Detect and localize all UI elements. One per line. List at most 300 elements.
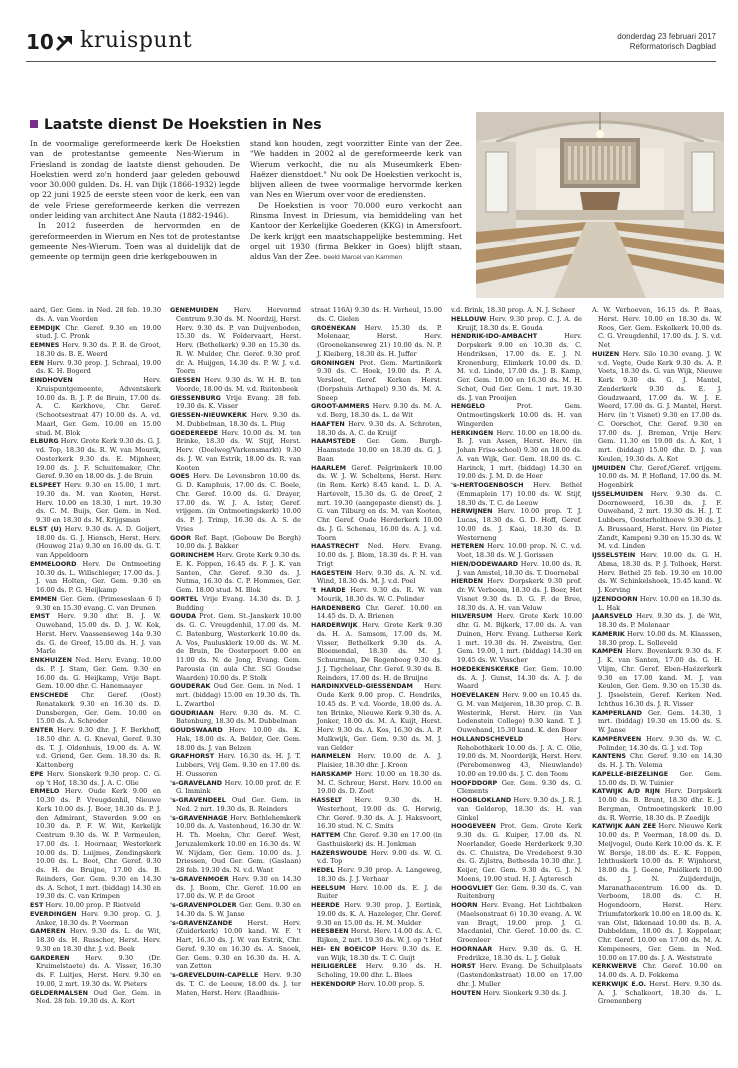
place-name: HEERDE bbox=[311, 901, 340, 909]
service-details: Herv. 9.30 ds. T. C. de Leeuw, 18.00 ds. J. ter Maten, Herst. Herv. (Raadhuis- bbox=[176, 971, 301, 997]
service-details: Herv. Nieuwe Kerk 10.00 ds. P. Veerman, 18.00 ds. D. Meijvogel, Oude Kerk 10.00 ds. K. F. W. Borsje, 18.00 ds. E. K. Foppen, Ichthuskerk 10.00 ds. F. Wijnhorst, 18.00 ds. J. Geene, Pniëlkerk 10.00 ds. J. N. Zuijderduijn, Maranathacentrum 16.00 ds. D. Verboom, 18.00 ds. C. H. Hogendoorn, Herst. Herv. Triumfatorkerk 10.00 en 18.00 ds. K. van Olst, Ikkenaad 10.00 ds. B. A. Dubbeldam, 18.00 ds. J. Koppelaar, Chr. Geref. 10.00 en 17.00 ds. M. A. Kempeneers, Ger. Gem. in Ned. 10.00 en 17.00 ds. J. A. Weststrate bbox=[598, 822, 722, 962]
service-entry bbox=[451, 691, 582, 735]
service-details: Herv. 16.30 ds. H. J. T. Lubbers, Vrij Gem. 9.30 en 17.00 ds. H. Oussoren bbox=[176, 752, 301, 778]
service-entry bbox=[30, 954, 161, 989]
header-rule bbox=[26, 61, 716, 62]
service-entry bbox=[170, 796, 301, 814]
service-details: Herst. Herv. 14.00 ds. A. C. Rijken, 2 mrt. 19.30 ds. W. J. op 't Hof bbox=[317, 927, 442, 944]
photo-credit: beeld Marcel van Kammen bbox=[323, 254, 403, 262]
place-name: HOOGVLIET bbox=[451, 883, 493, 892]
service-entry bbox=[311, 770, 442, 796]
service-details: Herv. 10.00 ds. M. ten Brinke, 18.30 ds. W. Stijf, Herst. Herv. (Doelweg/Varkensmarkt) 9.30 ds. J. W. van Estrik, 18.00 ds. R. van Kooten bbox=[176, 428, 301, 472]
service-entry bbox=[170, 971, 301, 997]
service-details: Herv. 9.30 ds. M. C. Batenburg, 18.30 ds. M. Dubbelman bbox=[176, 708, 301, 726]
place-name: GELDERMALSEN bbox=[30, 988, 88, 997]
service-entry bbox=[30, 656, 161, 691]
service-entry bbox=[30, 770, 161, 788]
place-name: HILVERSUM bbox=[451, 612, 493, 621]
place-name: EMMELOORD bbox=[30, 559, 77, 568]
place-name: 's-GRAVENZANDE bbox=[170, 918, 233, 927]
place-name: EEMDIJK bbox=[30, 323, 61, 332]
service-entry bbox=[311, 945, 442, 963]
service-entry bbox=[592, 735, 722, 753]
service-details: Herv. 9.30 ds. L. de Wit, 18.30 ds. H. Russcher, Herst. Herv. 9.30 en 18.30 dhr. J. v.d. Beek bbox=[36, 927, 161, 953]
service-details: A. W. Verhoeven, 16.15 ds. P. Baas, Herst. Herv. 10.00 en 18.30 ds. W. Roos, Ger. Gem. Eskolkerk 10.00 ds. C. G. Vreugdenhil, 17.00 ds. J. S. v.d. Net bbox=[592, 306, 722, 349]
service-details: Herv. 9.30 ds. G. H. Fredrikze, 18.30 ds. L. J. Geluk bbox=[457, 944, 582, 962]
place-name: ELST (U) bbox=[30, 524, 62, 533]
place-name: EEN bbox=[30, 358, 45, 367]
place-name: HAAFTEN bbox=[311, 419, 345, 428]
service-details: Herv. Evang. De Schuilplaats (Gastendonkstraat) 10.00 en 17.00 dhr. J. Muller bbox=[457, 962, 582, 988]
service-entry bbox=[592, 612, 722, 630]
service-details: Herv. 9.30 ds. R. W. van Mourik, 18.30 ds. W. C. Polinder bbox=[317, 586, 442, 603]
service-entry bbox=[451, 306, 582, 315]
service-entry bbox=[451, 577, 582, 612]
service-details: Herv. 9.30 ds. A. D. Goijert, 18.00 ds. G. J. Hiensch, Herst. Herv. (Houweg 21a) 9.30 en 16.00 ds. G. T. van Appeldoorn bbox=[36, 524, 161, 559]
service-details: Ger. Gem. 9.30 ds. C. van Ruitenburg bbox=[457, 883, 582, 901]
service-details: Herv. 9.30 dhr. B. J. W. Ouwehand, 15.00 ds. D. J. W. Kok, Herst. Herv. Vaassenseweg 14a 9.30 ds. G. de Greef, 15.00 ds. H. J. van Marle bbox=[36, 612, 161, 656]
service-details: Ger. Gem. 9.30 ds. G. Clements bbox=[457, 778, 582, 796]
service-details: Herst. Herv. 9.30 ds. A. J. Schalkoort, 18.30 ds. L. Groenenberg bbox=[598, 979, 722, 1006]
service-details: Herst. Herv. (Zuiderkerk) 10.00 kand. W. F. 't Hart, 16.30 ds. J. W. van Estrik, Chr. Geref. 9.30 en 16.30 ds. A. Snoek, Ger. Gem. 9.30 en 16.30 ds. H. A. van Zetten bbox=[176, 918, 301, 971]
service-details: Herv. 9.30 (Dr. Kruimelstaete) ds. A. Visser, 16.30 ds. F. Luitjes, Herst. Herv. 9.30 en 19.00, 2 mrt. 19.30 ds. W. Pieters bbox=[36, 953, 161, 988]
service-entry bbox=[592, 630, 722, 648]
service-entry bbox=[30, 306, 161, 324]
service-entry bbox=[592, 962, 722, 980]
service-entry bbox=[311, 437, 442, 463]
service-entry bbox=[592, 490, 722, 551]
service-entry bbox=[170, 875, 301, 901]
place-name: HEKENDORP bbox=[311, 979, 356, 988]
service-details: Herv. 9.30 ds. H. Westerhout, 19.00 ds. G. Herwig, Chr. Geref. 9.30 ds. A. J. Haksvoort, 16.30 stud. N. C. Smits bbox=[317, 796, 442, 831]
service-details: Herv. 9.30 ds. M. A. v.d. Berg, 18.30 ds. L. de Wit bbox=[317, 402, 442, 419]
service-entry bbox=[592, 980, 722, 1006]
service-entry bbox=[311, 901, 442, 927]
place-name: 's-GRAVENHAGE bbox=[170, 813, 228, 822]
place-name: GORTEL bbox=[170, 594, 199, 603]
service-details: Herv. 9.30 ds. H. Scholing, 19.00 dhr. L. Blees bbox=[317, 962, 442, 979]
service-entry bbox=[311, 420, 442, 438]
service-entry bbox=[30, 359, 161, 377]
place-name: HOORNAAR bbox=[451, 944, 493, 953]
service-entry bbox=[170, 376, 301, 394]
headline-text: Laatste dienst De Hoekstien in Nes bbox=[44, 117, 322, 133]
service-details: Herv. 10.00 ds. G. H. Abma, 18.30 ds. P. J. Tolhoek, Herst. Herv. Bethel 25 feb. 19.30 en 10.00 ds. W. Schinkelshoek, 15.45 kand. W. J. Korving bbox=[598, 551, 722, 594]
service-details: Herv. Grote Kerk 10.00 dhr. G. M. Bijkerk, 17.00 ds. A. van Duinen, Herv. Evang. Lutherse Kerk 1 mrt. 19.30 ds. H. Zweistra, Ger. Gem. 19.00, 1 mrt. (biddag) 14.30 en 19.45 ds. W. Visscher bbox=[457, 612, 582, 664]
place-name: 't HARDE bbox=[311, 586, 346, 594]
place-name: HERKINGEN bbox=[451, 428, 494, 437]
place-name: GRONINGEN bbox=[311, 358, 355, 367]
service-entry bbox=[311, 849, 442, 867]
service-details: straat 116A) 9.30 ds. H. Verheul, 15.00 ds. C. Gielen bbox=[311, 306, 442, 323]
service-entry bbox=[30, 324, 161, 342]
place-name: HOOGEVEEN bbox=[451, 822, 496, 831]
service-details: Ger. Gem. 15.00 ds. D. W. Tuinier bbox=[598, 769, 722, 787]
service-entry bbox=[170, 814, 301, 875]
place-name: EPE bbox=[30, 769, 44, 778]
service-entry bbox=[170, 682, 301, 708]
service-details: Oud Ger. Gem. in Ned. 1 mrt. (biddag) 15.00 en 19.30 ds. Th. L. Zwartbol bbox=[176, 682, 301, 708]
service-entry bbox=[170, 394, 301, 412]
church-service-column-2 bbox=[170, 306, 301, 1056]
service-entry bbox=[30, 525, 161, 560]
place-name: EMMEN bbox=[30, 594, 57, 603]
place-name: GOUDERAK bbox=[170, 682, 211, 691]
place-name: ELSPEET bbox=[30, 481, 61, 489]
service-entry bbox=[311, 884, 442, 902]
service-details: Herv. 9.30 ds. J. R. J. van Gelderop, 18.30 ds. H. van Ginkel bbox=[457, 796, 582, 822]
service-entry bbox=[170, 534, 301, 552]
place-name: HARDENBERG bbox=[311, 603, 361, 612]
place-name: IJZENDOORN bbox=[592, 594, 638, 603]
service-details: Herv. Dorpskerk 9.00 en 10.30 ds. C. Hendriksen, 17.00 ds. E. J. N. Kronenburg, Elimkerk 10.00 ds. D. M. v.d. Linde, 17.00 ds. J. B. Kamp, Ger. Gem. 10.00 en 16.30 ds. M. H. Schot, Oud Ger. Gem. 1 mrt. 19.30 ds. J. van Prooijen bbox=[457, 332, 582, 402]
service-entry bbox=[592, 350, 722, 464]
service-entry bbox=[451, 507, 582, 542]
service-entry bbox=[30, 376, 161, 437]
service-entry bbox=[592, 306, 722, 350]
service-details: aard, Ger. Gem. in Ned. 28 feb. 19.30 ds. A. van Voorden bbox=[30, 306, 161, 323]
service-entry bbox=[30, 612, 161, 656]
service-entry bbox=[30, 481, 161, 525]
article-headline bbox=[30, 117, 322, 133]
place-name: 's-HERTOGENBOSCH bbox=[451, 481, 524, 489]
place-name: ERMELO bbox=[30, 787, 60, 796]
place-name: HEESBEEN bbox=[311, 927, 349, 936]
service-entry bbox=[170, 709, 301, 727]
service-entry bbox=[311, 866, 442, 884]
service-details: Herv. 10.00 ds. M. Klaassen, 18.30 prop. L. Solleveld bbox=[598, 629, 722, 647]
service-entry bbox=[451, 779, 582, 797]
service-details: Herv. 9.30 ds. W. H. B. ten Voorde, 18.00 ds. M. v.d. Ruitenbeek bbox=[176, 376, 301, 393]
page-number: 10 bbox=[26, 30, 54, 54]
place-name: HAAMSTEDE bbox=[311, 437, 356, 446]
service-details: Herv. Silo 10.30 evang. J. W. v.d. Vegte, Oude Kerk 9.30 ds. A. P. Voets, 18.30 ds. G. van Wijk, Nieuwe Kerk 9.30 ds. G. J. Mantel, Zenderkerk 9.30 ds. E. J. Goudzwaard, 17.00 ds. W. J. E. Weerd, 17.00 ds. G. J. Mantel, Herst. Herv. (in 't Visnet) 9.30 en 17.00 ds. C. Oorschot, Chr. Geref. 9.30 en 17.00 ds. J. Breman, Vrije Herv. Gem. 11.30 en 19.00 ds. A. Kot, 1 mrt. (biddag) 15.00 dhr. D. J. van Keulen, 19.30 ds. A. Kot bbox=[598, 349, 722, 463]
service-entry bbox=[451, 402, 582, 428]
service-entry bbox=[592, 647, 722, 708]
place-name: EMST bbox=[30, 612, 50, 621]
service-entry bbox=[311, 306, 442, 324]
service-entry bbox=[592, 770, 722, 788]
place-name: HUIZEN bbox=[592, 349, 620, 358]
place-name: HIEN/DODEWAARD bbox=[451, 559, 519, 568]
place-name: HOEDEKENSKERKE bbox=[451, 664, 519, 673]
article-paragraph-3: De Hoekstien is voor 70.000 euro verkocht aan Rinsma Invest in Driesum, via bemiddeling van het Kantoor der Kerkelijke Goederen (KKG) in Amersfoort. De kerk krijgt een maatschappelijke bestemming. Het orgel uit 1930 (firma Bekker in Goes) blijft staan, aldus Van der Zee. bbox=[250, 200, 462, 262]
service-details: Ger. Gem. Burgh-Haamstede 10.00 en 18.30 ds. G. J. Baan bbox=[317, 437, 442, 463]
service-entry bbox=[451, 332, 582, 402]
service-details: Ned. Herv. Evang. 10.00 ds. J. Blom, 18.30 ds. P. H. van Trigt bbox=[317, 542, 442, 568]
service-details: v.d. Brink, 18.30 prop. A. N. J. Scheer bbox=[451, 306, 576, 314]
service-details: Chr. Geref. 10.00 en 14.00 ds. A. D. Fokkema bbox=[598, 962, 722, 979]
service-entry bbox=[311, 796, 442, 831]
service-entry bbox=[451, 560, 582, 578]
service-entry bbox=[311, 621, 442, 682]
service-details: Herv. 9.30 ds. W. C. Polinder, 14.30 ds. G. J. v.d. Top bbox=[598, 734, 722, 752]
newspaper-name: Reformatorisch Dagblad bbox=[629, 42, 716, 51]
place-name: GROENEKAN bbox=[311, 323, 356, 332]
service-entry bbox=[451, 884, 582, 902]
section-title: kruispunt bbox=[80, 28, 193, 53]
service-details: Chr. Geref. (Oost) Renatakerk 9.30 en 16.30 ds. D. Dunsbergen, Ger. Gem. 10.00 en 15.00 ds. A. Schroder bbox=[36, 691, 161, 726]
issue-date: donderdag 23 februari 2017 bbox=[617, 32, 716, 41]
service-details: Herv. 10.00 en 18.00 ds. B. J. van Assen, Herst. Herv. (in Johan Friso-school) 9.30 en 18.00 ds. A. van Wijk, Ger. Gem. 18.00 ds. C. Harinck, 1 mrt. (biddag) 14.30 en 19.00 ds. J. M. D. de Heer bbox=[457, 428, 582, 481]
service-details: Herv. 9.30 ds. C. Doorneweerd, 16.30 ds. J. F. Ouwehand, 2 mrt. 19.30 ds. H. J. T. Lubbers, Oosterholthoeve 9.30 ds. J. A. Brussaard, Herst. Herv. (in Pieter Zandt, Kampen) 9.30 en 15.30 ds. W. M. v.d. Linden bbox=[598, 489, 722, 551]
article-paragraph-2-start: In 2012 fuseerden de hervormden en de gereformeerden in Wierum en Nes tot de protestantse gemeente Nes-Wierum. Toen was al duidelijk dat de gemeente op termijn geen drie kerkgebouwen in bbox=[30, 221, 240, 262]
service-entry bbox=[30, 989, 161, 1007]
service-entry bbox=[592, 709, 722, 735]
service-details: Vrije Evang. 14.30 ds. D. J. Budding bbox=[176, 594, 301, 612]
service-details: Herv. Dorpskerk 9.30 prof. dr. W. Verboom, 18.30 ds. J. Boer, Het Visnet 9.30 ds. D. G. F. de Bree, 18.30 ds. A. H. van Veluw bbox=[457, 577, 582, 612]
place-name: GENEMUIDEN bbox=[170, 306, 219, 314]
place-name: HARDERWIJK bbox=[311, 621, 358, 629]
service-entry bbox=[170, 595, 301, 613]
service-entry bbox=[451, 542, 582, 560]
service-details: Herv. 9.30 ds. M. Dubbelman, 18.30 ds. L. Plug bbox=[176, 411, 301, 428]
service-entry bbox=[170, 919, 301, 972]
service-details: Ger. Gem. 14.30, 1 mrt. (biddag) 19.30 en 15.00 ds. S. W. Janse bbox=[598, 708, 722, 734]
church-service-column-4 bbox=[451, 306, 582, 1056]
service-details: Ger. Gem. (Primeseslaan 6 I) 9.30 en 15.30 evang. C. van Drunen bbox=[36, 594, 161, 612]
place-name: HIERDEN bbox=[451, 577, 484, 586]
service-details: Herv. Hervormd Centrum 9.30 ds. M. Noordzij, Herst. Herv. 9.30 ds. P. van Duijvenboden, 15.30 ds. W. Foldervaart, Herst. Herv. (Bethelkerk) 9.30 en 15.30 ds. R. W. Mulder, Chr. Geref. 9.30 prof. dr. A. Huijgen, 14.30 ds. P. W. J. v.d. Toorn bbox=[176, 306, 301, 376]
service-entry bbox=[170, 901, 301, 919]
service-entry bbox=[170, 726, 301, 752]
service-details: Prot. Gem. Grote Kerk 9.30 ds. G. Kuiper, 17.00 ds. N. Noorlander, Goede Herderkerk 9.30 ds. C. Chuistra, De Vredehorst 9.30 ds. G. Zijlstra, Bethesda 10.30 dhr. J. Keijer, Ger. Gem. 9.30 ds. G. J. N. Moens, 19.00 stud. H. J. Agteresch bbox=[457, 822, 582, 883]
service-entry bbox=[451, 665, 582, 691]
service-entry bbox=[592, 551, 722, 595]
service-details: Chr. Geref. 9.30 en 17.00 (in Gasthuiskerk) ds. H. Jonkman bbox=[317, 831, 442, 848]
place-name: HOORN bbox=[451, 901, 478, 909]
service-details: Ger. Gem. 10.00 ds. A. J. Gunst, 14.30 ds. A. J. de Waard bbox=[457, 664, 582, 691]
service-details: Herv. 10.00 prop. N. C. v.d. Voet, 18.30 ds. W. J. Gorissen bbox=[457, 542, 582, 559]
article-column-1 bbox=[30, 139, 240, 263]
place-name: HASSELT bbox=[311, 796, 342, 804]
place-name: HEELSUM bbox=[311, 883, 346, 892]
service-details: Herv. Bovenkerk 9.30 ds. F. J. K. van Santen, 17.00 ds. G. H. Vlijm, Chr. Geref. Eben-Haëzerkerk 9.30 en 17.00 kand. M. J. van Keulen, Ger. Gem. 9.30 en 15.30 ds. J. IJsselstein, Geref. Kerken Ned. Ichthus 16.30 ds. J. R. Visser bbox=[598, 647, 722, 708]
service-details: Ref. Bapt. (Gebouw De Borgh) 10.00 ds. J. Bakker bbox=[176, 533, 301, 551]
place-name: 's-GRAVELAND bbox=[170, 778, 223, 787]
place-name: GIESSEN-NIEUWKERK bbox=[170, 411, 247, 419]
service-entry bbox=[30, 726, 161, 770]
place-name: HOOGBLOKLAND bbox=[451, 796, 512, 804]
service-entry bbox=[170, 472, 301, 533]
service-details: Herv. 10.00 prop. T. J. Lucas, 18.30 ds. G. D. Hoff, Geref. 10.00 ds. J. Kaai, 18.30 ds. D. Westerneng bbox=[457, 507, 582, 542]
service-details: Ned. Herv. Evang. 10.00 ds. P. J. Stam, Ger. Gem. 9.30 en 16.00 ds. G. Heijkamp, Vrije Bapt. Gem. 10.00 dhr. C. Hanemaayer bbox=[36, 656, 161, 691]
place-name: HARSKAMP bbox=[311, 769, 352, 778]
place-name: ENSCHEDE bbox=[30, 691, 69, 699]
service-entry bbox=[170, 429, 301, 473]
service-entry bbox=[30, 560, 161, 595]
place-name: KERKWERVE bbox=[592, 962, 637, 971]
place-name: GAMEREN bbox=[30, 927, 66, 936]
place-name: EEMNES bbox=[30, 341, 60, 349]
service-entry bbox=[451, 796, 582, 822]
service-details: Herv. 10.00 en 18.30 ds. M. C. Schreur, Herst. Herv. 10.00 en 19.00 ds. D. Zoet bbox=[317, 769, 442, 796]
service-details: Herv. 10.00 prof. dr. F. G. Immink bbox=[176, 778, 301, 796]
service-details: Herv. De Levensbron 10.00 ds. G. D. Kamphuis, 17.00 ds. C. Boele, Chr. Geref. 10.00 ds. G. Drayer, 17.00 ds. W. J. A. Ister, Geref. vrijgem. (in Ontmoetingskerk) 10.00 ds. P. J. Trimp, 16.30 ds. A. S. de Vries bbox=[176, 472, 301, 533]
service-details: Chr. Geref./Geref. vrijgem. 10.00 ds. M. P. Hofland, 17.00 ds. M. Hogenbirk bbox=[598, 463, 722, 489]
article-paragraph bbox=[250, 201, 462, 264]
service-details: Chr. Geref. 9.30 en 14.30 ds. H. J. Th. Velema bbox=[598, 752, 722, 769]
place-name: IJSSELSTEIN bbox=[592, 551, 636, 559]
place-name: GOUDRIAAN bbox=[170, 708, 214, 717]
place-name: 's-GREVELDUIN-CAPELLE bbox=[170, 971, 259, 979]
service-entry bbox=[451, 481, 582, 507]
service-entry bbox=[30, 691, 161, 726]
place-name: GROOT-AMMERS bbox=[311, 402, 370, 411]
church-service-column-5 bbox=[592, 306, 722, 1056]
service-details: Geref. Pelgrimkerk 10.00 ds. W. J. W. Scheltens, Herst. Herv. (in Rem. Kerk) 8.45 kand. L. D. A. Hartevelt, 15.30 ds. G. de Greef, 2 mrt. 19.30 (aangepaste dienst) ds. J. G. van Tilburg en ds. M. van Kooten, Chr. Geref. Oude Herderkerk 10.00 ds. J. G. Schenau, 16.00 ds. A. J. v.d. Toorn bbox=[317, 463, 442, 542]
place-name: KATWIJK A/D RIJN bbox=[592, 787, 660, 796]
service-entry bbox=[30, 787, 161, 901]
service-entry bbox=[311, 359, 442, 403]
service-details: Herv. 15.30 ds. P. Molenaar, Herst. Herv. (Groenekanseweg 21) 10.00 ds. N. P. J. Kleiberg, 18.30 ds. H. Juffer bbox=[317, 323, 442, 358]
service-entry bbox=[592, 822, 722, 962]
service-entry bbox=[170, 551, 301, 595]
service-details: Herv. Evang. Het Lichtbaken (Maelsonstraat 6) 10.30 evang. A. W. van Bragt, 19.00 prop. J. G. Macdaniel, Chr. Geref. 10.00 ds. C. Groenleer bbox=[457, 901, 582, 944]
place-name: EST bbox=[30, 901, 44, 909]
place-name: KAMPERLAND bbox=[592, 708, 642, 717]
service-details: Herv. 10.00 prop. S. bbox=[357, 979, 425, 988]
place-name: HEDEL bbox=[311, 866, 335, 874]
service-entry bbox=[311, 927, 442, 945]
service-details: Herv. 10.00 ds. K. Hak, 18.00 ds. A. Belder, Ger. Gem. 18.00 ds. J. van Belzen bbox=[176, 726, 301, 752]
service-entry bbox=[311, 402, 442, 420]
service-entry bbox=[170, 411, 301, 429]
service-details: Herv. Sionskerk 9.30 prop. C. G. op 't Hof, 18.30 ds. J. A. C. Olie bbox=[36, 769, 161, 787]
service-entry bbox=[592, 787, 722, 822]
service-details: Prot. Gem. Martinikerk 9.30 ds. C. Hoek, 19.00 ds. P. A. Versloot, Geref. Kerken Herst. (Dorpshuis Arthapel) 9.30 ds. M. A. Sneep bbox=[317, 358, 442, 402]
place-name: HATTEM bbox=[311, 831, 341, 839]
service-details: Herv. 10.00 ds. E. J. de Ruiter bbox=[317, 883, 442, 901]
place-name: HAZERSWOUDE bbox=[311, 848, 368, 857]
service-entry bbox=[311, 586, 442, 604]
church-interior-photo bbox=[476, 112, 724, 298]
place-name: HENDRIK-IDO-AMBACHT bbox=[451, 332, 538, 341]
service-entry bbox=[170, 752, 301, 778]
service-details: Herv. 9.30 prop. A. Langeweg, 18.30 ds. J. J. Verhaar bbox=[317, 866, 442, 883]
service-details: Oud Ger. Gem. in Ned. 2 mrt. 19.30 ds. B. Reinders bbox=[176, 796, 301, 813]
service-details: Herv. 10.00 en 18.30 ds. L. Hak bbox=[598, 594, 722, 612]
place-name: 's-GRAVENDEEL bbox=[170, 796, 226, 804]
place-name: HARDINXVELD-GIESSENDAM bbox=[311, 682, 413, 691]
place-name: KATWIJK AAN ZEE bbox=[592, 822, 657, 831]
service-entry bbox=[311, 682, 442, 752]
service-details: Herv. 9.30 ds. P. B. de Groot, 18.30 ds. B. E. Weerd bbox=[36, 341, 161, 358]
church-service-column-3 bbox=[311, 306, 442, 1056]
service-details: Herv. De Ontmoeting 10.30 ds. L. Willschleger, 17.00 ds. J. J. van Holten, Ger. Gem. 9.30 en 16.00 ds. P. G. Heijkamp bbox=[36, 559, 161, 594]
service-details: Herv. Grote Kerk 9.30 ds. G. J. vd. Top, 18.30 ds. R. W. van Mourik, Oosterkerk 9.30 ds. E. Mijnheer, 19.00 ds. J. F. Schuitemaker, Chr. Geref. 9.30 en 18.00 ds. J. de Bruin bbox=[36, 437, 161, 481]
service-entry bbox=[30, 437, 161, 481]
service-details: Chr. Geref. 9.30 en 19.00 stud. J. C. Pronk bbox=[36, 323, 161, 341]
service-details: Herv. Sionkerk 9.30 ds. J. bbox=[483, 988, 568, 997]
service-entry bbox=[170, 779, 301, 797]
place-name: IJSSELMUIDEN bbox=[592, 489, 644, 498]
place-name: HOLLANDSCHEVELD bbox=[451, 734, 524, 743]
service-entry bbox=[592, 752, 722, 770]
place-name: GOUDSWAARD bbox=[170, 726, 223, 734]
service-details: Herv. 9.30 ds. A. Schroten, 18.30 ds. A. C. de Kruijf bbox=[317, 419, 442, 437]
place-name: HAARLEM bbox=[311, 463, 346, 472]
place-name: HOEVELAKEN bbox=[451, 691, 500, 699]
service-entry bbox=[451, 315, 582, 333]
place-name: HERWIJNEN bbox=[451, 507, 493, 516]
service-details: Herv. 9.30 prop. J. Schraal, 19.00 ds. K. H. Bogerd bbox=[36, 358, 161, 376]
place-name: HELLOUW bbox=[451, 314, 487, 323]
service-entry bbox=[451, 945, 582, 963]
service-entry bbox=[311, 980, 442, 989]
service-details: Herv. Bethlehemkerk 10.00 ds. A. Vastenhoud, 16.30 dr. W. H. Th. Moehn, Chr. Geref. West, Jeruzalemkerk 10.00 en 16.30 ds. W. W. Nijdam, Ger. Gem. 10.00 ds. J. Driessen, Oud Ger. Gem. (Gaslaan) 28 feb. 19.30 ds. N. v.d. Want bbox=[176, 813, 301, 874]
service-entry bbox=[170, 612, 301, 682]
service-details: Oud Ger. Gem. in Ned. 28 feb. 19.30 ds. A. Kort bbox=[36, 988, 161, 1006]
service-entry bbox=[592, 464, 722, 490]
place-name: GOUDA bbox=[170, 612, 197, 621]
service-details: Herv. 10.00 ds. R. J. van Amstel, 18.30 ds. T. Doornebal bbox=[457, 559, 582, 577]
place-name: HAASTRECHT bbox=[311, 542, 359, 551]
place-name: ENKHUIZEN bbox=[30, 656, 72, 664]
place-name: GARDEREN bbox=[30, 953, 70, 962]
service-entry bbox=[451, 735, 582, 779]
service-details: Herv. 9.30 en 15.00, 1 mrt. 19.30 ds. M. van Kooten, Herst. Herv. 10.00 en 18.30, 1 mrt. 19.30 ds. C. M. Buijs, Ger. Gem. in Ned. 9.30 en 18.30 ds. M. Krijgsman bbox=[36, 481, 161, 524]
place-name: GRAFHORST bbox=[170, 752, 215, 761]
service-entry bbox=[451, 989, 582, 998]
place-name: GIESSENBURG bbox=[170, 393, 221, 402]
service-details: Herv. Grote Kerk 9.30 ds. E. K. Foppen, 16.45 ds. F. J. K. van Santen, Chr. Geref. 9.30 ds. J. Nutma, 16.30 ds. C. P. Hommes, Ger. Gem. 18.00 stud. M. Blok bbox=[176, 551, 301, 594]
place-name: EINDHOVEN bbox=[30, 376, 73, 384]
service-entry bbox=[592, 595, 722, 613]
service-entry bbox=[30, 901, 161, 910]
service-entry bbox=[311, 604, 442, 622]
article-paragraph-2-end: stand kon houden, zegt voorzitter Einte van der Zee. "We hadden in 2002 al de gereformeerde kerk van Wierum verkocht, die nu als Museumkerk Eben-Haëzer dienstdoet." Nu ook De Hoekstien verkocht is, blijven alleen de twee voormalige hervormde kerken van Nes en Wierum over voor de erediensten. bbox=[250, 139, 462, 200]
place-name: HOOFDDORP bbox=[451, 778, 498, 787]
service-details: Herv. Grote Kerk 9.30 ds. H. A. Samsom, 17.00 ds. M. Visser, Bethelkerk 9.30 ds. A. Bloemendal, 18.30 ds. M. J. Schuurman, De Regenboog 9.30 ds. J. J. Tigchelaar, Chr. Geref. 9.30 ds. B. Reinders, 17.00 ds. H. de Bruijne bbox=[317, 621, 442, 682]
service-entry bbox=[311, 464, 442, 543]
place-name: KAMERIK bbox=[592, 629, 625, 638]
service-details: Prot. Gem. St.-Janskerk 10.00 ds. G. C. Vreugdenhil, 17.00 ds. M. C. Batenburg, Westerkerk 10.00 ds. A. Vos, Paulusklerk 19.00 ds. W. M. de Bruin, De Oosterpoort 9.00 en 11.00 ds. N. de Jong, Evang. Gem. Parousia (in aula Chr. SG Goudse Waarden) 10.00 ds. P. Stolk bbox=[176, 612, 301, 682]
place-name: KAPELLE-BIEZELINGE bbox=[592, 769, 669, 778]
service-entry bbox=[311, 542, 442, 568]
service-details: Herv. 9.30 ds. J. de Wit, 18.30 ds. P. Molenaar bbox=[598, 612, 722, 629]
service-details: Prot. Gem. Ontmoetingskerk 10.00 ds. H. van Wingerden bbox=[457, 402, 582, 428]
place-name: HENGELO bbox=[451, 402, 485, 411]
service-details: Herv. Kruispuntgemeente, Adventskerk 10.00 ds. B. J. P. de Bruin, 17.00 ds. A. C. Kerkhove, Chr. Geref. (Schootsestraat 47) 10.00 ds. A. vd. Maarl, Ger. Gem. 10.00 en 15.00 stud. M. Blok bbox=[36, 376, 161, 437]
service-entry bbox=[30, 595, 161, 613]
service-details: Ger. Gem. 9.30 en 14.30 ds. S. W. Janse bbox=[176, 901, 301, 918]
service-entry bbox=[311, 831, 442, 849]
place-name: HAGESTEIN bbox=[311, 568, 352, 577]
place-name: HEILIGERLEE bbox=[311, 962, 357, 971]
article-column-2 bbox=[250, 139, 462, 264]
place-name: HETEREN bbox=[451, 542, 485, 551]
service-details: Herv. 9.30 prop. C. J. A. de Kruijf, 18.30 ds. E. Gouda bbox=[457, 314, 582, 332]
service-details: Vrije Evang. 28 feb. 19.30 ds. K. Visser bbox=[176, 393, 301, 411]
place-name: KAMPEN bbox=[592, 647, 623, 656]
place-name: HOUTEN bbox=[451, 988, 482, 997]
service-details: Herv. Oude Kerk 9.00 prop. C. Hendriks, 10.45 ds. P. v.d. Voorde, 18.00 ds. A. ten Brinke, Nieuwe Kerk 9.30 ds. A. Jonker, 18.00 ds. M. A. Kuijt, Herst. Herv. 9.30 ds. A. Kos, 16.30 ds. A. P. Mulkwijk, Ger. Gem. 9.30 ds. M. J. van Gelder bbox=[317, 682, 442, 752]
place-name: HORST bbox=[451, 962, 476, 971]
service-entry bbox=[30, 910, 161, 928]
service-entry bbox=[30, 927, 161, 953]
place-name: IJMUIDEN bbox=[592, 463, 626, 472]
service-details: Herv. 9.30 en 14.30 ds. J. Boom, Chr. Geref. 10.00 en 17.00 ds. W. P. de Groot bbox=[176, 874, 301, 901]
church-service-column-1 bbox=[30, 306, 161, 1056]
service-entry bbox=[451, 612, 582, 665]
service-entry bbox=[311, 324, 442, 359]
service-details: Herv. 9.30 ds. A. N. v.d. Wind, 18.30 ds. M. J. v.d. Poel bbox=[317, 568, 442, 586]
article-paragraph: In de voormalige gereformeerde kerk De Hoekstien van de protestantse gemeente Nes-Wierum in Friesland is zondag de laatste dienst gehouden. De Hoekstien werd zo'n honderd jaar geleden gebouwd voor 30.000 gulden. Ds. H. van Dijk (1866-1932) legde op 22 juni 1925 de eerste steen voor de kerk, een van de vele Friese gereformeerde kerken die verrezen onder leiding van architect Ane Nauta (1882-1946). bbox=[30, 139, 240, 221]
service-entry bbox=[451, 429, 582, 482]
place-name: EVERDINGEN bbox=[30, 909, 77, 918]
place-name: 's-GRAVENMOER bbox=[170, 874, 229, 883]
